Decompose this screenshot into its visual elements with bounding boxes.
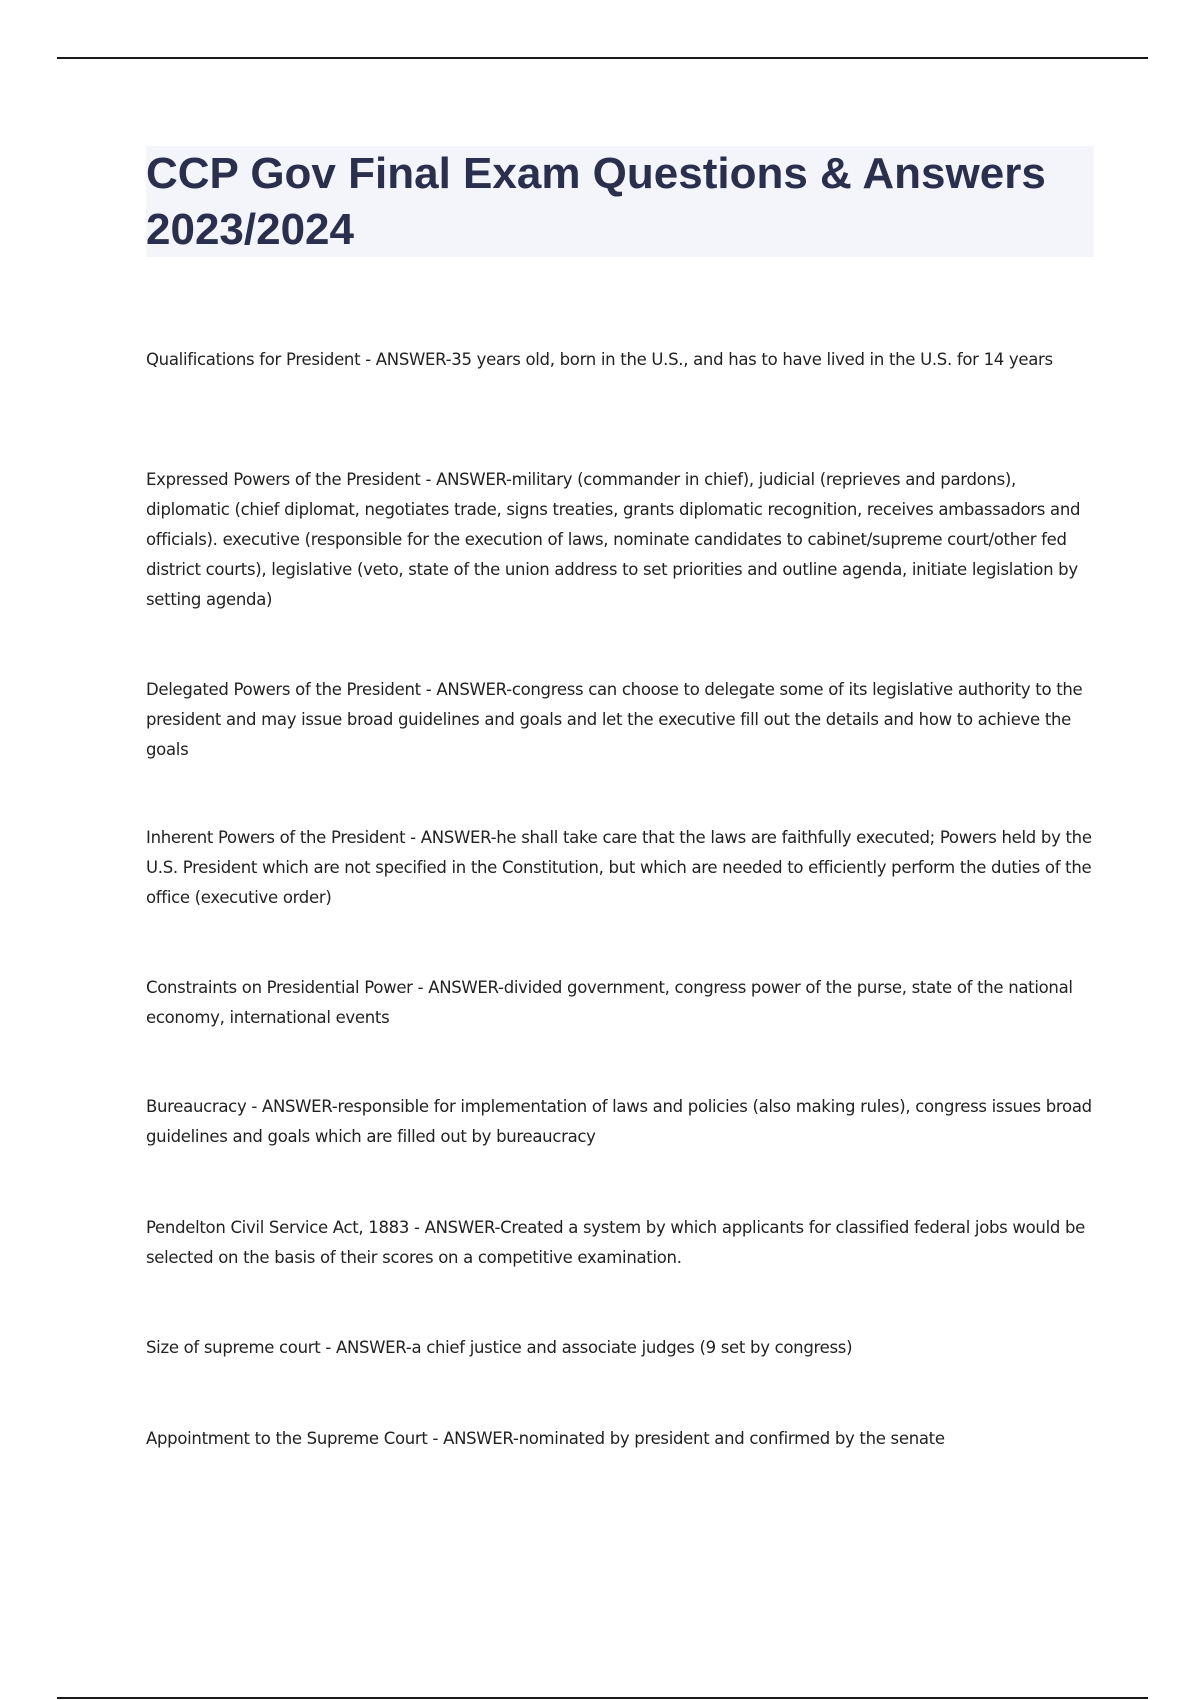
qa-item: Inherent Powers of the President - ANSWER-he shall take care that the laws are faithfully executed; Powers held by the U.S. President which are not specified in the Constitution, but which are needed to efficiently perform the duties of the office (executive order) [146,828,1092,907]
qa-item: Appointment to the Supreme Court - ANSWER-nominated by president and confirmed by the senate [146,1429,945,1448]
footer-rule [57,1697,1148,1699]
qa-item: Pendelton Civil Service Act, 1883 - ANSWER-Created a system by which applicants for classified federal jobs would be selected on the basis of their scores on a competitive examination. [146,1218,1085,1267]
title-box [146,146,1094,257]
qa-item: Delegated Powers of the President - ANSWER-congress can choose to delegate some of its legislative authority to the president and may issue broad guidelines and goals and let the executive fill out the details and how to achieve the goals [146,680,1083,759]
qa-item: Qualifications for President - ANSWER-35 years old, born in the U.S., and has to have lived in the U.S. for 14 years [146,350,1053,369]
qa-item: Size of supreme court - ANSWER-a chief justice and associate judges (9 set by congress) [146,1338,853,1357]
page-title: CCP Gov Final Exam Questions & Answers 2023/2024 [146,149,1046,254]
qa-item: Bureaucracy - ANSWER-responsible for implementation of laws and policies (also making rules), congress issues broad guidelines and goals which are filled out by bureaucracy [146,1097,1092,1146]
qa-item: Expressed Powers of the President - ANSWER-military (commander in chief), judicial (reprieves and pardons), diplomatic (chief diplomat, negotiates trade, signs treaties, grants diplomatic recognition, receives ambassadors and officials). executive (responsible for the execution of laws, nominate candidates to cabinet/supreme court/other fed district courts), legislative (veto, state of the union address to set priorities and outline agenda, initiate legislation by setting agenda) [146,470,1081,609]
header-rule [57,57,1148,59]
qa-item: Constraints on Presidential Power - ANSWER-divided government, congress power of the purse, state of the national economy, international events [146,978,1073,1027]
